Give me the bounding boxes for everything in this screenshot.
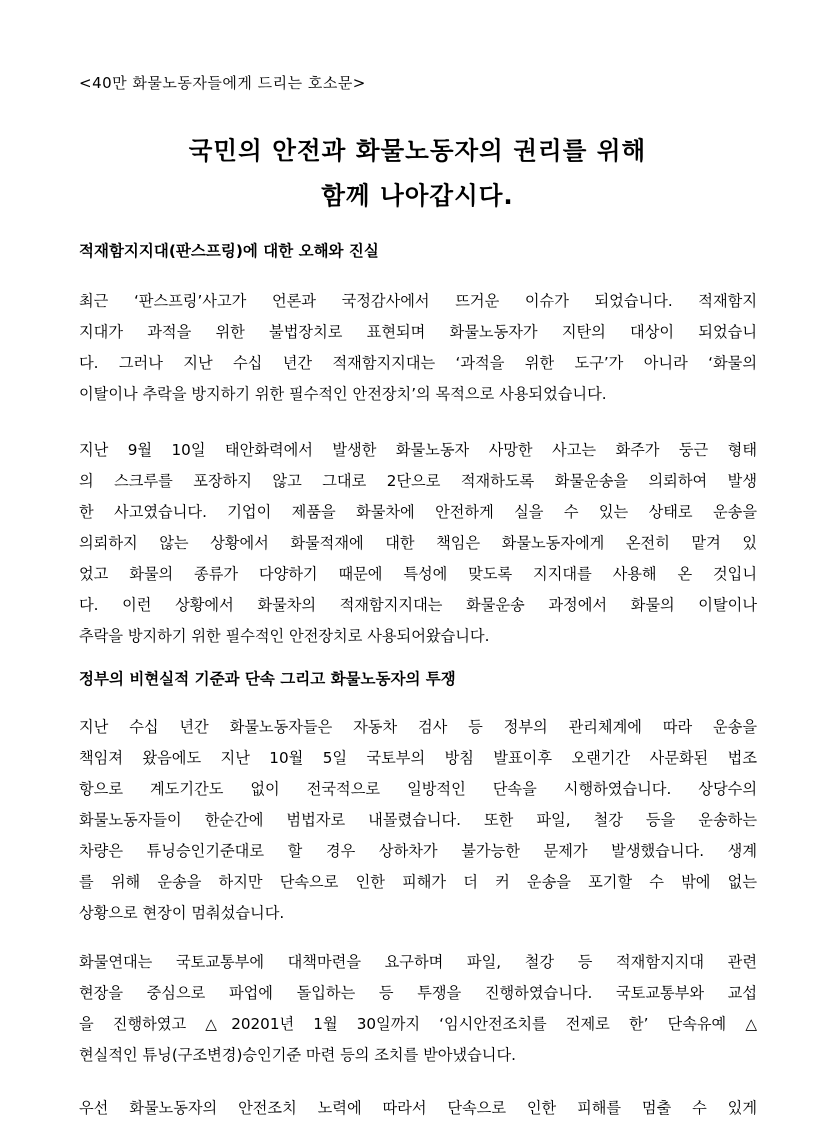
paragraph-line: 화물노동자들이 한순간에 범법자로 내몰렸습니다. 또한 파일, 철강 등을 운송하는: [79, 811, 757, 829]
paragraph-line: 화물연대는 국토교통부에 대책마련을 요구하며 파일, 철강 등 적재함지지대 관련: [79, 953, 757, 971]
paragraph-line: 지대가 과적을 위한 불법장치로 표현되며 화물노동자가 지탄의 대상이 되었습니: [79, 323, 757, 341]
paragraph-line: 를 위해 운송을 하지만 단속으로 인한 피해가 더 커 운송을 포기할 수 밖에 없는: [79, 873, 757, 891]
paragraph-line: 다. 그러나 지난 수십 년간 적재함지지대는 ‘과적을 위한 도구’가 아니라 ‘화물의: [79, 354, 757, 372]
paragraph-line: 항으로 계도기간도 없이 전국적으로 일방적인 단속을 시행하였습니다. 상당수의: [79, 780, 757, 798]
paragraph-line: 한 사고였습니다. 기업이 제품을 화물차에 안전하게 실을 수 있는 상태로 운송을: [79, 503, 757, 521]
paragraph-1: [79, 286, 757, 410]
paragraph-line: 현장을 중심으로 파업에 돌입하는 등 투쟁을 진행하였습니다. 국토교통부와 교섭: [79, 984, 757, 1002]
paragraph-line: 상황으로 현장이 멈춰섰습니다.: [79, 904, 285, 922]
section-heading-1: 적재함지지대(판스프링)에 대한 오해와 진실: [79, 242, 379, 260]
paragraph-line: 의뢰하지 않는 상황에서 화물적재에 대한 책임은 화물노동자에게 온전히 맡겨 있: [79, 534, 757, 552]
paragraph-line: 다. 이런 상황에서 화물차의 적재함지지대는 화물운송 과정에서 화물의 이탈이나: [79, 596, 757, 614]
paragraph-line: 책임져 왔음에도 지난 10월 5일 국토부의 방침 발표이후 오랜기간 사문화된 법조: [79, 749, 757, 767]
paragraph-line: 추락을 방지하기 위한 필수적인 안전장치로 사용되어왔습니다.: [79, 627, 490, 645]
paragraph-line: 우선 화물노동자의 안전조치 노력에 따라서 단속으로 인한 피해를 멈출 수 있게: [79, 1099, 757, 1117]
paragraph-5: [79, 1093, 757, 1124]
paragraph-line: 차량은 튜닝승인기준대로 할 경우 상하차가 불가능한 문제가 발생했습니다. 생계: [79, 842, 757, 860]
paragraph-line: 지난 9월 10일 태안화력에서 발생한 화물노동자 사망한 사고는 화주가 둥근 형태: [79, 441, 757, 459]
paragraph-line: 의 스크루를 포장하지 않고 그대로 2단으로 적재하도록 화물운송을 의뢰하여 발생: [79, 472, 757, 490]
paragraph-line: 을 진행하였고 △20201년 1월 30일까지 ‘임시안전조치를 전제로 한’ 단속유예 △: [79, 1015, 757, 1033]
paragraph-line: 현실적인 튜닝(구조변경)승인기준 마련 등의 조치를 받아냈습니다.: [79, 1046, 516, 1064]
document-subtitle: <40만 화물노동자들에게 드리는 호소문>: [79, 74, 366, 92]
paragraph-line: 었고 화물의 종류가 다양하기 때문에 특성에 맞도록 지지대를 사용해 온 것입니: [79, 565, 757, 583]
paragraph-2: [79, 435, 757, 652]
paragraph-line: 이탈이나 추락을 방지하기 위한 필수적인 안전장치’의 목적으로 사용되었습니다.: [79, 385, 607, 403]
document-title-line-2: 함께 나아갑시다.: [321, 181, 514, 210]
paragraph-line: 지난 수십 년간 화물노동자들은 자동차 검사 등 정부의 관리체계에 따라 운송을: [79, 718, 757, 736]
paragraph-line: 최근 ‘판스프링’사고가 언론과 국정감사에서 뜨거운 이슈가 되었습니다. 적재함지: [79, 292, 757, 310]
document-title-line-1: 국민의 안전과 화물노동자의 권리를 위해: [188, 136, 647, 165]
paragraph-4: [79, 947, 757, 1071]
section-heading-2: 정부의 비현실적 기준과 단속 그리고 화물노동자의 투쟁: [79, 670, 456, 688]
paragraph-3: [79, 712, 757, 929]
